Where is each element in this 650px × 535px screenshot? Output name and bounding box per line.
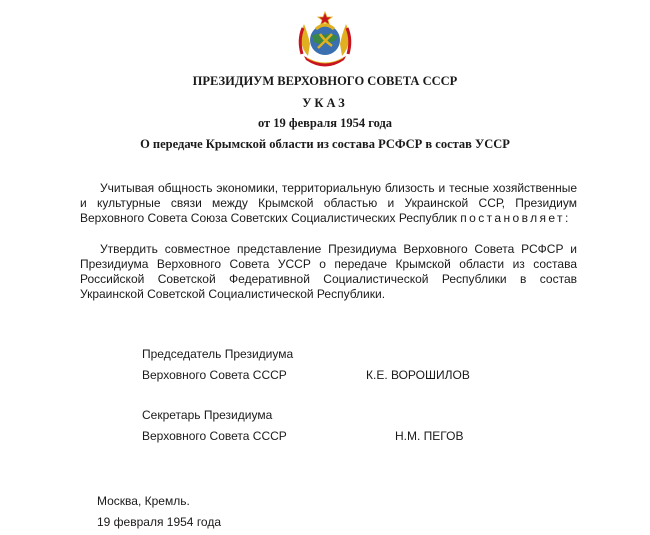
operative-paragraph <box>80 242 577 302</box>
secretary-name: Н.М. ПЕГОВ <box>395 429 464 443</box>
ussr-emblem-icon <box>294 10 356 70</box>
document-date-line: от 19 февраля 1954 года <box>257 116 393 130</box>
preamble-text: Учитывая общность экономики, территориальную близость и тесные хозяйственные и культурные связи между Крымской областью и Украинской ССР, Президиум Верховного Совета Союза Советских Социалистических Республик <box>80 181 577 225</box>
document-type: УКАЗ <box>302 96 348 110</box>
secretary-title-line-2: Верховного Совета СССР <box>142 429 287 443</box>
chairman-title-line-1: Председатель Президиума <box>142 347 294 361</box>
preamble-paragraph <box>80 181 577 226</box>
chairman-name: К.Е. ВОРОШИЛОВ <box>366 368 470 382</box>
resolves-text: постановляет: <box>460 211 571 225</box>
operative-text: Утвердить совместное представление Президиума Верховного Совета РСФСР и Президиума Верховного Совета УССР о передаче Крымской области из состава Российской Советской Федеративной Социалистической Республики в состав Украинской Советской Социалистической Республики. <box>80 242 577 301</box>
secretary-title-line-1: Секретарь Президиума <box>142 408 273 422</box>
signing-date: 19 февраля 1954 года <box>97 515 222 529</box>
issuing-body: ПРЕЗИДИУМ ВЕРХОВНОГО СОВЕТА СССР <box>192 74 458 88</box>
document-subject: О передаче Крымской области из состава РСФСР в состав УССР <box>140 137 510 151</box>
place-of-signing: Москва, Кремль. <box>97 494 190 508</box>
chairman-title-line-2: Верховного Совета СССР <box>142 368 287 382</box>
